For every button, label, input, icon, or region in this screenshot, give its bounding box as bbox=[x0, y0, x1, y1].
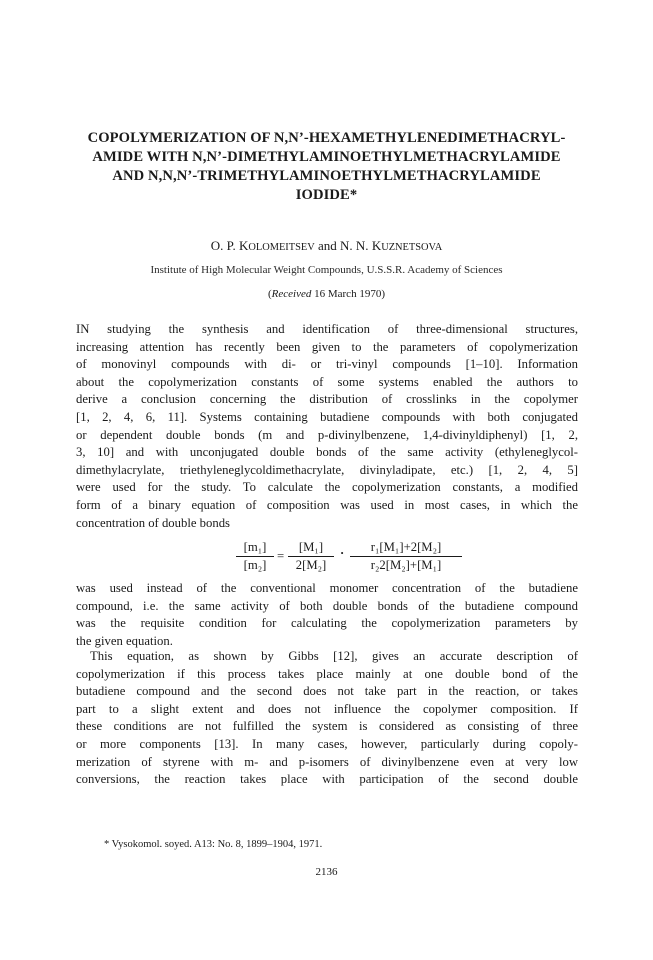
equals-sign: = bbox=[277, 549, 285, 563]
fraction-numerator: r₁[M₁]+2[M₂] bbox=[350, 540, 462, 557]
paper-title bbox=[60, 129, 593, 205]
received-label: Received bbox=[271, 288, 312, 300]
received-value: 16 March 1970) bbox=[311, 288, 385, 300]
fraction-numerator: [M₁] bbox=[288, 540, 334, 557]
received-date bbox=[0, 287, 653, 301]
text-line: [1, 2, 4, 6, 11]. Systems containing butadiene compounds with both conjugated bbox=[76, 409, 578, 424]
fraction-numerator: [m₁] bbox=[236, 540, 274, 557]
received-paren: ( bbox=[268, 288, 272, 300]
text-line: copolymerization if this process takes place mainly at one double bond of the bbox=[76, 666, 578, 681]
text-line: concentration of double bonds bbox=[76, 515, 230, 530]
paragraph-2 bbox=[76, 580, 578, 650]
affiliation: Institute of High Molecular Weight Compounds, U.S.S.R. Academy of Sciences bbox=[150, 264, 503, 276]
page-number: 2136 bbox=[315, 866, 338, 878]
text-line: 3, 10] and with unconjugated double bonds of the same activity (ethyleneglycol- bbox=[76, 445, 578, 460]
text-line: form of a binary equation of composition was used in most cases, in which the bbox=[76, 497, 578, 512]
text-line: the given equation. bbox=[76, 633, 173, 648]
text-line: butadiene compound and the second does not take part in the reaction, or takes bbox=[76, 684, 578, 699]
text-line: about the copolymerization constants of some systems enabled the authors to bbox=[76, 374, 578, 389]
text-line: derive a conclusion concerning the distribution of crosslinks in the copolymer bbox=[76, 392, 578, 407]
text-line: were used for the study. To calculate the copolymerization constants, a modified bbox=[76, 480, 578, 495]
fraction-denominator: 2[M₂] bbox=[295, 558, 327, 572]
text-line: part to a slight extent and does not influence the copolymer composition. If bbox=[76, 701, 578, 716]
paragraph-3 bbox=[76, 648, 578, 789]
text-line: merization of styrene with m- and p-isomers of divinylbenzene even at very low bbox=[76, 754, 578, 769]
text-line: or more components [13]. In many cases, however, particularly during copoly- bbox=[76, 736, 578, 751]
footnote: * Vysokomol. soyed. A13: No. 8, 1899–1904, 1971. bbox=[104, 839, 323, 850]
text-line: was used instead of the conventional monomer concentration of the butadiene bbox=[76, 581, 578, 595]
fraction-rhs bbox=[350, 540, 462, 573]
text-line: or dependent double bonds (m and p-divinylbenzene, 1,4-divinyldiphenyl) [1, 2, bbox=[76, 427, 578, 442]
text-line: This equation, as shown by Gibbs [12], gives an accurate description of bbox=[90, 649, 578, 663]
multiply-dot: · bbox=[340, 546, 345, 560]
text-line: IN studying the synthesis and identification of three-dimensional structures, bbox=[76, 322, 578, 336]
title-line: IODIDE* bbox=[295, 187, 358, 203]
authors bbox=[0, 238, 653, 256]
author-initials: O. P. bbox=[210, 238, 239, 253]
author-initials: N. N. bbox=[340, 238, 372, 253]
author-surname-rest: UZNETSOVA bbox=[381, 242, 443, 253]
fraction-denominator: r₂2[M₂]+[M₁] bbox=[370, 558, 442, 572]
text-line: compound, i.e. the same activity of both double bonds of the butadiene compound bbox=[76, 598, 578, 613]
author-surname-rest: OLOMEITSEV bbox=[248, 242, 315, 253]
title-line: COPOLYMERIZATION OF N,N’-HEXAMETHYLENEDIMETHACRYL- bbox=[87, 130, 566, 146]
text-line: conversions, the reaction takes place with participation of the second double bbox=[76, 772, 578, 787]
text-line: these conditions are not fulfilled the system is considered as consisting of three bbox=[76, 719, 578, 734]
author-conjunction: and bbox=[314, 238, 341, 253]
title-line: AMIDE WITH N,N’-DIMETHYLAMINOETHYLMETHACRYLAMIDE bbox=[92, 149, 561, 165]
paragraph-1 bbox=[76, 321, 578, 532]
composition-equation bbox=[236, 540, 476, 584]
title-line: AND N,N,N’-TRIMETHYLAMINOETHYLMETHACRYLAMIDE bbox=[112, 168, 541, 184]
author-surname-initial: K bbox=[238, 238, 249, 253]
text-line: dimethylacrylate, triethyleneglycoldimethacrylate, divinyladipate, etc.) [1, 2, 4, 5] bbox=[76, 462, 578, 477]
fraction-mid bbox=[288, 540, 334, 573]
text-line: was the requisite condition for calculating the copolymerization parameters by bbox=[76, 616, 578, 631]
fraction-lhs bbox=[236, 540, 274, 573]
author-surname-initial: K bbox=[371, 238, 382, 253]
text-line: of monovinyl compounds with di- or tri-vinyl compounds [1–10]. Information bbox=[76, 357, 578, 372]
fraction-denominator: [m₂] bbox=[243, 558, 267, 572]
text-line: increasing attention has recently been given to the parameters of copolymerization bbox=[76, 339, 578, 354]
